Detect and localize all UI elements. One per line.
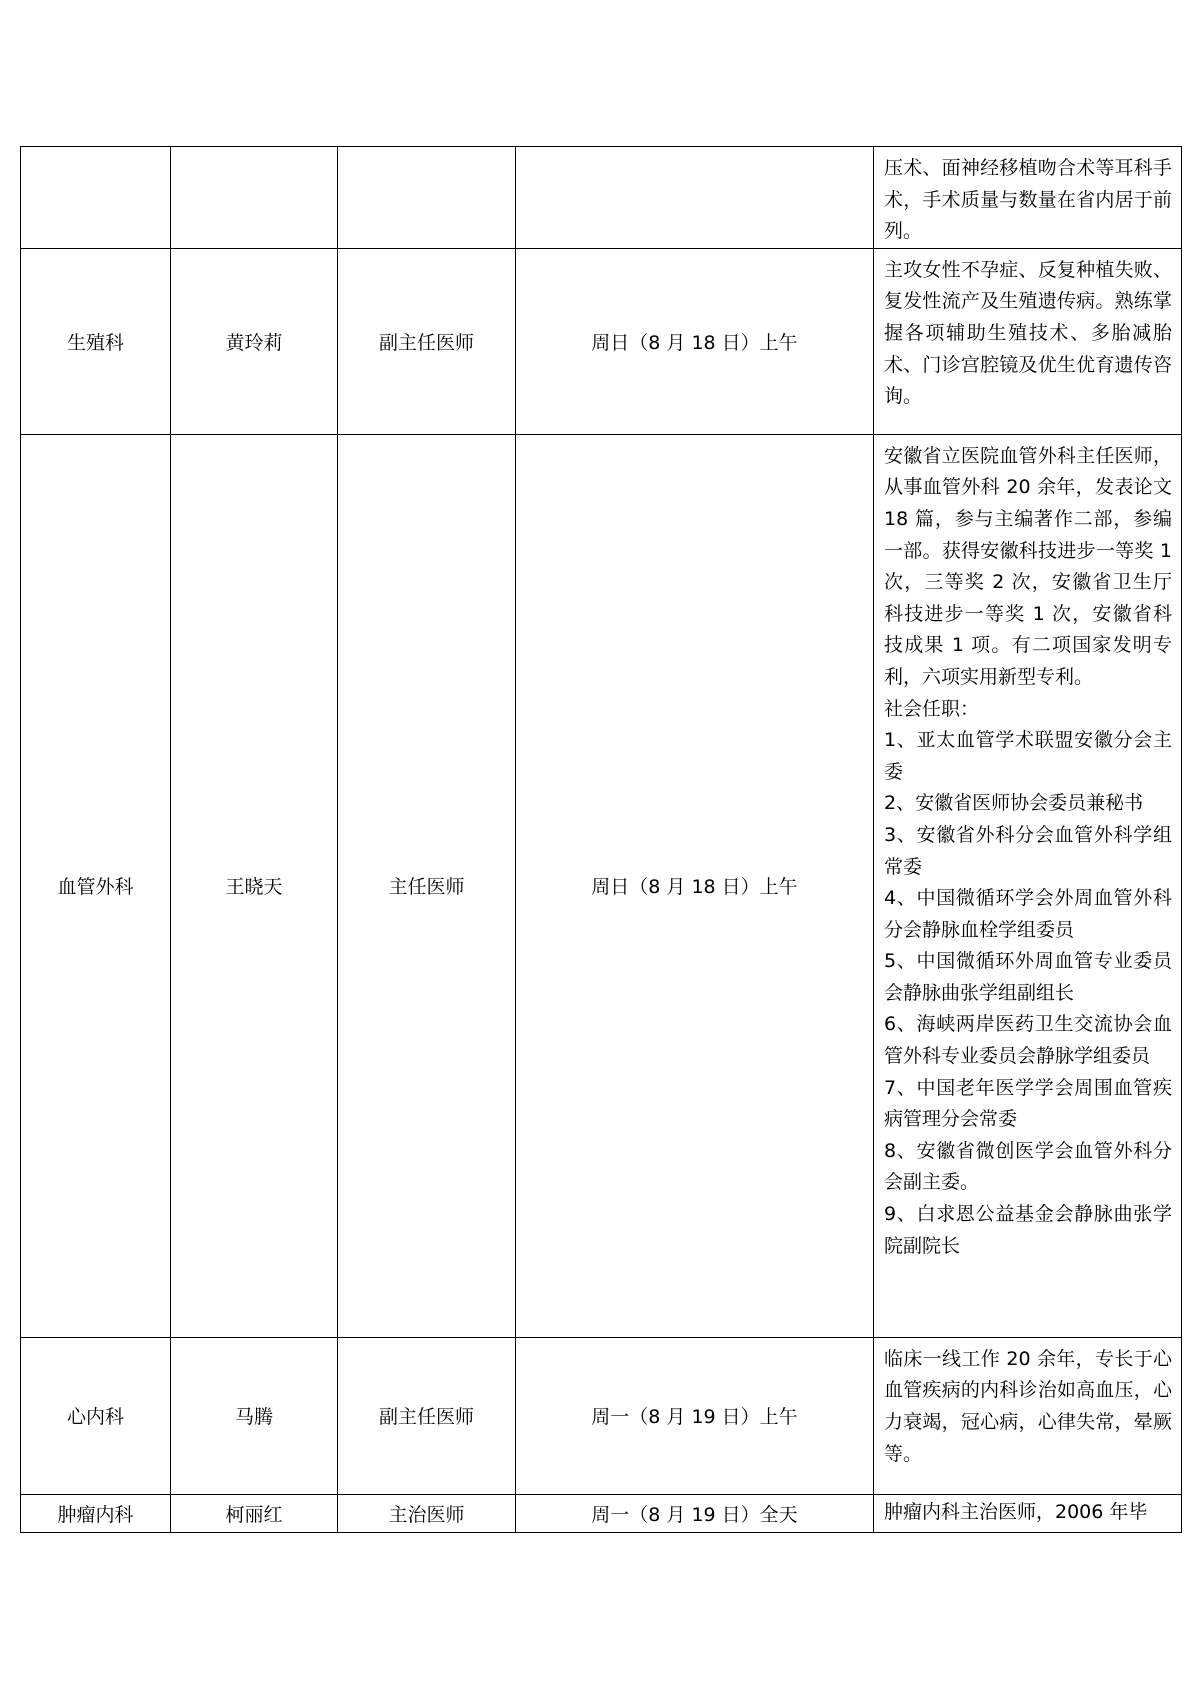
doctor-intro-cell: [874, 147, 1182, 249]
doctor-name-cell: [171, 147, 338, 249]
doctor-name-cell: 黄玲莉: [171, 248, 338, 434]
doctor-intro-cell: [874, 1337, 1182, 1494]
department-cell: 心内科: [21, 1337, 171, 1494]
clinic-time-cell: 周一（8 月 19 日）全天: [516, 1494, 874, 1532]
table-row: [21, 147, 1182, 249]
doctor-intro-cell: [874, 1494, 1182, 1532]
clinic-time-cell: 周一（8 月 19 日）上午: [516, 1337, 874, 1494]
department-cell: 生殖科: [21, 248, 171, 434]
doctor-title-cell: 副主任医师: [338, 248, 516, 434]
intro-heading: 社会任职：: [884, 697, 980, 720]
clinic-time-cell: 周日（8 月 18 日）上午: [516, 248, 874, 434]
doctor-name-cell: 马腾: [171, 1337, 338, 1494]
intro-paragraph: 主攻女性不孕症、反复种植失败、复发性流产及生殖遗传病。熟练掌握各项辅助生殖技术、多胎减胎术、门诊宫腔镜及优生优育遗传咨询。: [884, 258, 1172, 408]
doctor-title-cell: 副主任医师: [338, 1337, 516, 1494]
table-row: [21, 248, 1182, 434]
clinic-time-cell: 周日（8 月 18 日）上午: [516, 434, 874, 1337]
department-cell: 肿瘤内科: [21, 1494, 171, 1532]
intro-paragraph: 安徽省立医院血管外科主任医师，从事血管外科 20 余年，发表论文 18 篇，参与主编著作二部，参编一部。获得安徽科技进步一等奖 1 次，三等奖 2 次，安徽省卫生厅科技进步一等奖 1 次，安徽省科技成果 1 项。有二项国家发明专利，六项实用新型专利。: [884, 444, 1172, 688]
table-row: [21, 1494, 1182, 1532]
doctor-intro-cell: [874, 434, 1182, 1337]
expert-schedule-table: [20, 146, 1182, 1533]
intro-paragraph: 压术、面神经移植吻合术等耳科手术，手术质量与数量在省内居于前列。: [884, 157, 1172, 243]
table-row: [21, 434, 1182, 1337]
intro-list-item: 9、白求恩公益基金会静脉曲张学院副院长: [884, 1203, 1172, 1257]
intro-list-item: 2、安徽省医师协会委员兼秘书: [884, 792, 1144, 815]
intro-list-item: 8、安徽省微创医学会血管外科分会副主委。: [884, 1139, 1172, 1194]
doctor-name-cell: 柯丽红: [171, 1494, 338, 1532]
table-row: [21, 1337, 1182, 1494]
department-cell: [21, 147, 171, 249]
intro-list-item: 7、中国老年医学学会周围血管疾病管理分会常委: [884, 1076, 1172, 1131]
department-cell: 血管外科: [21, 434, 171, 1337]
doctor-title-cell: 主治医师: [338, 1494, 516, 1532]
doctor-title-cell: [338, 147, 516, 249]
doctor-title-cell: 主任医师: [338, 434, 516, 1337]
doctor-intro-cell: [874, 248, 1182, 434]
doctor-name-cell: 王晓天: [171, 434, 338, 1337]
intro-list-item: 6、海峡两岸医药卫生交流协会血管外科专业委员会静脉学组委员: [884, 1013, 1172, 1068]
intro-list-item: 4、中国微循环学会外周血管外科分会静脉血栓学组委员: [884, 887, 1172, 941]
clinic-time-cell: [516, 147, 874, 249]
intro-list-item: 5、中国微循环外周血管专业委员会静脉曲张学组副组长: [884, 950, 1172, 1004]
intro-paragraph: 肿瘤内科主治医师，2006 年毕: [884, 1500, 1148, 1523]
intro-list-item: 1、亚太血管学术联盟安徽分会主委: [884, 729, 1172, 783]
intro-paragraph: 临床一线工作 20 余年，专长于心血管疾病的内科诊治如高血压，心力衰竭，冠心病，心律失常，晕厥等。: [884, 1347, 1172, 1465]
intro-list-item: 3、安徽省外科分会血管外科学组常委: [884, 823, 1172, 878]
